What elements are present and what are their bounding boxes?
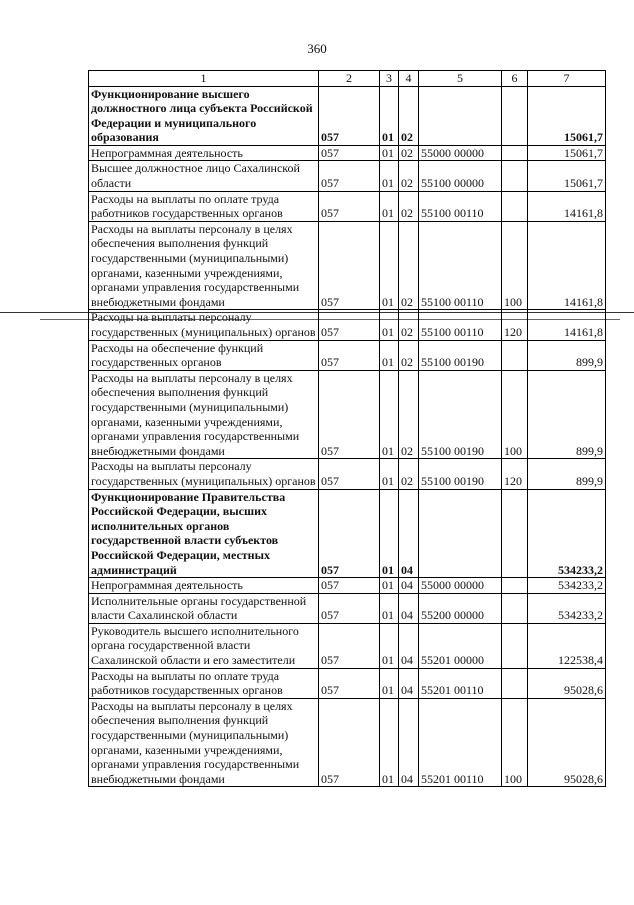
row-department-code: 057	[319, 161, 380, 191]
row-name: Непрограммная деятельность	[89, 578, 319, 594]
row-section-code: 01	[380, 578, 399, 594]
row-expense-type	[502, 191, 528, 221]
row-name: Функционирование высшего должностного лица субъекта Российской Федерации и муниципального образования	[89, 86, 319, 145]
table-row	[89, 221, 606, 310]
row-subsection-code: 04	[399, 489, 419, 578]
row-target-article: 55100 00110	[419, 310, 502, 340]
row-target-article: 55000 00000	[419, 145, 502, 161]
row-subsection-code: 04	[399, 593, 419, 623]
row-target-article: 55201 00110	[419, 698, 502, 787]
table-row	[89, 310, 606, 340]
table-row	[89, 161, 606, 191]
row-name: Расходы на выплаты персоналу государственных (муниципальных) органов	[89, 310, 319, 340]
row-subsection-code: 02	[399, 191, 419, 221]
table-row	[89, 340, 606, 370]
table-body	[89, 86, 606, 787]
column-header-expense-type: 6	[502, 71, 528, 87]
row-subsection-code: 02	[399, 86, 419, 145]
row-amount: 899,9	[528, 370, 606, 459]
row-department-code: 057	[319, 370, 380, 459]
row-name: Исполнительные органы государственной власти Сахалинской области	[89, 593, 319, 623]
row-name: Расходы на выплаты по оплате труда работников государственных органов	[89, 191, 319, 221]
row-target-article: 55100 00110	[419, 221, 502, 310]
row-expense-type: 120	[502, 310, 528, 340]
column-header-target-article: 5	[419, 71, 502, 87]
row-target-article: 55000 00000	[419, 578, 502, 594]
row-department-code: 057	[319, 191, 380, 221]
table-header-row	[89, 71, 606, 87]
row-name: Расходы на выплаты по оплате труда работников государственных органов	[89, 668, 319, 698]
row-expense-type	[502, 623, 528, 668]
row-section-code: 01	[380, 623, 399, 668]
row-section-code: 01	[380, 459, 399, 489]
row-section-code: 01	[380, 370, 399, 459]
row-expense-type	[502, 145, 528, 161]
budget-table	[88, 70, 606, 787]
row-target-article	[419, 489, 502, 578]
row-amount: 95028,6	[528, 668, 606, 698]
row-section-code: 01	[380, 593, 399, 623]
table-row	[89, 86, 606, 145]
row-subsection-code: 04	[399, 623, 419, 668]
table-row	[89, 191, 606, 221]
row-section-code: 01	[380, 489, 399, 578]
row-department-code: 057	[319, 668, 380, 698]
row-expense-type: 100	[502, 698, 528, 787]
row-amount: 534233,2	[528, 489, 606, 578]
row-name: Расходы на выплаты персоналу в целях обеспечения выполнения функций государственными (муниципальными) органами, казенными учреждениями, органами управления государственными внебюджетными фондами	[89, 698, 319, 787]
row-target-article: 55100 00190	[419, 370, 502, 459]
row-subsection-code: 02	[399, 221, 419, 310]
column-header-department: 2	[319, 71, 380, 87]
row-department-code: 057	[319, 623, 380, 668]
row-subsection-code: 04	[399, 578, 419, 594]
row-expense-type	[502, 86, 528, 145]
row-amount: 15061,7	[528, 86, 606, 145]
row-amount: 534233,2	[528, 593, 606, 623]
row-section-code: 01	[380, 698, 399, 787]
row-amount: 14161,8	[528, 191, 606, 221]
row-department-code: 057	[319, 221, 380, 310]
row-subsection-code: 04	[399, 668, 419, 698]
row-name: Расходы на обеспечение функций государственных органов	[89, 340, 319, 370]
row-amount: 899,9	[528, 340, 606, 370]
row-subsection-code: 02	[399, 459, 419, 489]
row-name: Высшее должностное лицо Сахалинской области	[89, 161, 319, 191]
row-amount: 15061,7	[528, 145, 606, 161]
row-subsection-code: 02	[399, 370, 419, 459]
row-target-article: 55200 00000	[419, 593, 502, 623]
table-row	[89, 593, 606, 623]
column-header-section: 3	[380, 71, 399, 87]
row-subsection-code: 02	[399, 145, 419, 161]
row-department-code: 057	[319, 310, 380, 340]
row-department-code: 057	[319, 145, 380, 161]
row-target-article: 55100 00190	[419, 459, 502, 489]
row-expense-type	[502, 668, 528, 698]
column-header-amount: 7	[528, 71, 606, 87]
row-name: Функционирование Правительства Российской Федерации, высших исполнительных органов государственной власти субъектов Российской Федерации, местных администраций	[89, 489, 319, 578]
row-expense-type	[502, 489, 528, 578]
row-expense-type: 100	[502, 370, 528, 459]
row-section-code: 01	[380, 145, 399, 161]
table-row	[89, 623, 606, 668]
row-section-code: 01	[380, 191, 399, 221]
table-row	[89, 668, 606, 698]
row-section-code: 01	[380, 86, 399, 145]
row-amount: 534233,2	[528, 578, 606, 594]
row-expense-type: 100	[502, 221, 528, 310]
row-target-article: 55100 00190	[419, 340, 502, 370]
row-section-code: 01	[380, 161, 399, 191]
row-subsection-code: 04	[399, 698, 419, 787]
row-amount: 14161,8	[528, 310, 606, 340]
row-target-article: 55100 00110	[419, 191, 502, 221]
row-target-article	[419, 86, 502, 145]
row-subsection-code: 02	[399, 161, 419, 191]
row-name: Непрограммная деятельность	[89, 145, 319, 161]
table-row	[89, 698, 606, 787]
table-row	[89, 370, 606, 459]
row-department-code: 057	[319, 593, 380, 623]
row-name: Расходы на выплаты персоналу в целях обеспечения выполнения функций государственными (муниципальными) органами, казенными учреждениями, органами управления государственными внебюджетными фондами	[89, 221, 319, 310]
row-section-code: 01	[380, 668, 399, 698]
table-row	[89, 578, 606, 594]
row-expense-type: 120	[502, 459, 528, 489]
row-name: Расходы на выплаты персоналу государственных (муниципальных) органов	[89, 459, 319, 489]
row-amount: 14161,8	[528, 221, 606, 310]
table-row	[89, 459, 606, 489]
row-amount: 122538,4	[528, 623, 606, 668]
row-expense-type	[502, 593, 528, 623]
row-section-code: 01	[380, 221, 399, 310]
row-name: Руководитель высшего исполнительного органа государственной власти Сахалинской области и его заместители	[89, 623, 319, 668]
page-number: 360	[307, 41, 327, 56]
row-subsection-code: 02	[399, 310, 419, 340]
row-expense-type	[502, 161, 528, 191]
column-header-name: 1	[89, 71, 319, 87]
row-department-code: 057	[319, 489, 380, 578]
row-expense-type	[502, 340, 528, 370]
row-name: Расходы на выплаты персоналу в целях обеспечения выполнения функций государственными (муниципальными) органами, казенными учреждениями, органами управления государственными внебюджетными фондами	[89, 370, 319, 459]
row-section-code: 01	[380, 310, 399, 340]
row-target-article: 55201 00000	[419, 623, 502, 668]
row-target-article: 55100 00000	[419, 161, 502, 191]
row-section-code: 01	[380, 340, 399, 370]
table-row	[89, 489, 606, 578]
row-amount: 899,9	[528, 459, 606, 489]
row-expense-type	[502, 578, 528, 594]
row-subsection-code: 02	[399, 340, 419, 370]
table-row	[89, 145, 606, 161]
row-department-code: 057	[319, 698, 380, 787]
row-department-code: 057	[319, 340, 380, 370]
row-department-code: 057	[319, 578, 380, 594]
row-amount: 15061,7	[528, 161, 606, 191]
row-amount: 95028,6	[528, 698, 606, 787]
row-department-code: 057	[319, 86, 380, 145]
column-header-subsection: 4	[399, 71, 419, 87]
row-department-code: 057	[319, 459, 380, 489]
row-target-article: 55201 00110	[419, 668, 502, 698]
